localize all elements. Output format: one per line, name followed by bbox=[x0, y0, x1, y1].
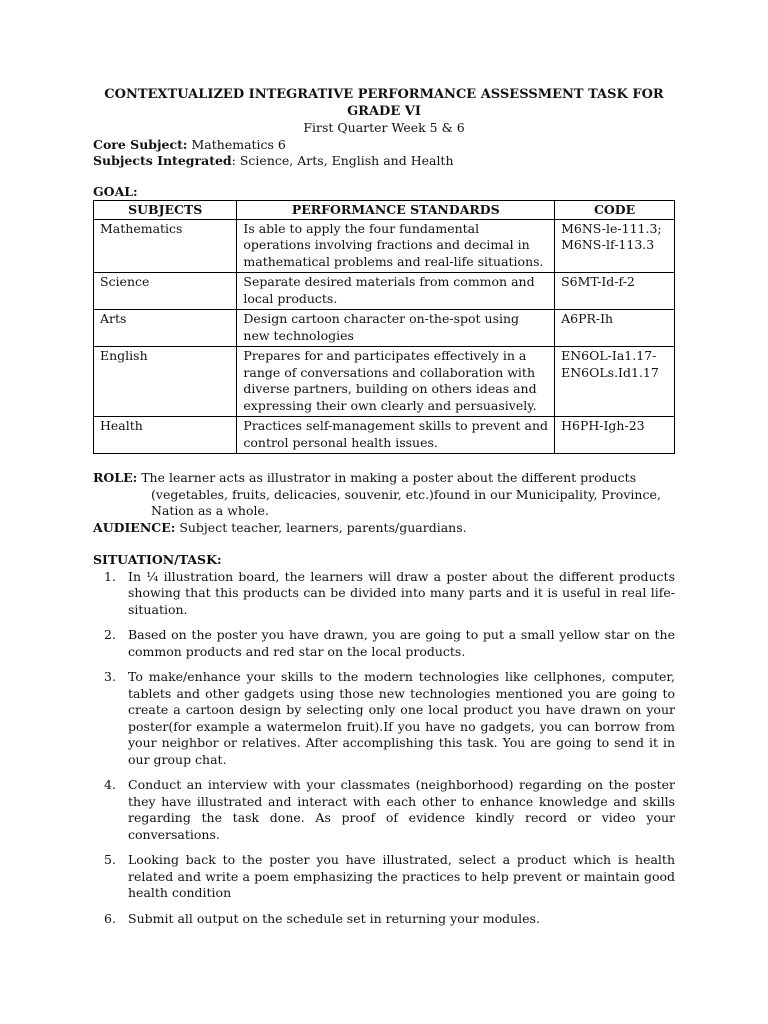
cell-code: M6NS-le-111.3; M6NS-lf-113.3 bbox=[555, 219, 675, 273]
core-subject-label: Core Subject: bbox=[93, 136, 188, 152]
cell-subject: Arts bbox=[94, 310, 237, 347]
cell-subject: Science bbox=[94, 273, 237, 310]
table-header-row bbox=[94, 201, 675, 220]
list-item bbox=[93, 852, 675, 902]
list-text: Based on the poster you have drawn, you are going to put a small yellow star on the common products and red star on the local products. bbox=[128, 627, 675, 659]
goal-label: GOAL: bbox=[93, 183, 138, 199]
cell-subject: English bbox=[94, 347, 237, 417]
cell-standard: Is able to apply the four fundamental operations involving fractions and decimal in mathematical problems and real-life situations. bbox=[237, 219, 555, 273]
cell-code: EN6OL-Ia1.17-EN6OLs.Id1.17 bbox=[555, 347, 675, 417]
task-list bbox=[93, 569, 675, 928]
cell-subject: Mathematics bbox=[94, 219, 237, 273]
subjects-integrated-label: Subjects Integrated bbox=[93, 153, 232, 168]
cell-code: A6PR-Ih bbox=[555, 310, 675, 347]
table-row bbox=[94, 347, 675, 417]
situation-label: SITUATION/TASK: bbox=[93, 552, 222, 567]
subjects-integrated-line bbox=[93, 153, 675, 170]
role-line2: (vegetables, fruits, delicacies, souvenir, etc.)found in our Municipality, Province, Nation as a whole. bbox=[151, 486, 661, 518]
role-label: ROLE: bbox=[93, 470, 138, 485]
core-subject-value: Mathematics 6 bbox=[187, 136, 286, 152]
list-item bbox=[93, 569, 675, 619]
list-number: 6. bbox=[104, 910, 116, 926]
list-text: In ¼ illustration board, the learners will draw a poster about the different products showing that this products can be divided into many parts and it is useful in real life-situation. bbox=[128, 568, 675, 617]
document-page bbox=[93, 86, 675, 936]
audience-label: AUDIENCE: bbox=[93, 519, 176, 535]
list-text: Submit all output on the schedule set in returning your modules. bbox=[128, 910, 540, 926]
role-line1: The learner acts as illustrator in making a poster about the different products bbox=[137, 470, 637, 485]
cell-code: S6MT-Id-f-2 bbox=[555, 273, 675, 310]
cell-standard: Practices self-management skills to prevent and control personal health issues. bbox=[237, 417, 555, 454]
table-row bbox=[94, 417, 675, 454]
document-subtitle: First Quarter Week 5 & 6 bbox=[303, 120, 465, 135]
document-title: CONTEXTUALIZED INTEGRATIVE PERFORMANCE ASSESSMENT TASK FOR GRADE VI bbox=[104, 87, 664, 119]
list-number: 4. bbox=[104, 777, 116, 792]
list-item bbox=[93, 777, 675, 843]
header-performance-standards: PERFORMANCE STANDARDS bbox=[237, 201, 555, 220]
table-row bbox=[94, 219, 675, 273]
list-item bbox=[93, 627, 675, 660]
list-text: Conduct an interview with your classmates (neighborhood) regarding on the poster they have illustrated and interact with each other to enhance knowledge and skills regarding the task done. As proof of evidence kindly record or video your conversations. bbox=[128, 777, 675, 842]
subjects-integrated-value: : Science, Arts, English and Health bbox=[231, 153, 454, 168]
table-row bbox=[94, 273, 675, 310]
list-number: 2. bbox=[104, 627, 116, 642]
list-item bbox=[93, 669, 675, 768]
list-text: Looking back to the poster you have illustrated, select a product which is health related and write a poem emphasizing the practices to help prevent or maintain good health condition bbox=[128, 852, 675, 900]
cell-standard: Design cartoon character on-the-spot using new technologies bbox=[237, 310, 555, 347]
list-text: To make/enhance your skills to the modern technologies like cellphones, computer, tablets and other gadgets using those new technologies mentioned you are going to create a cartoon design by selecting only one local product you have drawn on your poster(for example a watermelon fruit).If you have no gadgets, you can borrow from your neighbor or relatives. After accomplishing this task. You are going to send it in our group chat. bbox=[128, 669, 675, 767]
list-number: 3. bbox=[104, 669, 116, 684]
standards-table bbox=[93, 200, 675, 454]
cell-code: H6PH-Igh-23 bbox=[555, 417, 675, 454]
header-subjects: SUBJECTS bbox=[94, 201, 237, 220]
header-code: CODE bbox=[555, 201, 675, 220]
list-item bbox=[93, 911, 675, 928]
list-number: 5. bbox=[104, 852, 116, 867]
audience-paragraph bbox=[93, 520, 675, 537]
audience-value: Subject teacher, learners, parents/guardians. bbox=[175, 519, 467, 535]
cell-standard: Prepares for and participates effectively in a range of conversations and collaboration with diverse partners, building on others ideas and expressing their own clearly and persuasively. bbox=[237, 347, 555, 417]
core-subject-line bbox=[93, 137, 675, 154]
list-number: 1. bbox=[104, 568, 116, 584]
role-paragraph bbox=[93, 470, 675, 520]
cell-standard: Separate desired materials from common and local products. bbox=[237, 273, 555, 310]
cell-subject: Health bbox=[94, 417, 237, 454]
table-row bbox=[94, 310, 675, 347]
